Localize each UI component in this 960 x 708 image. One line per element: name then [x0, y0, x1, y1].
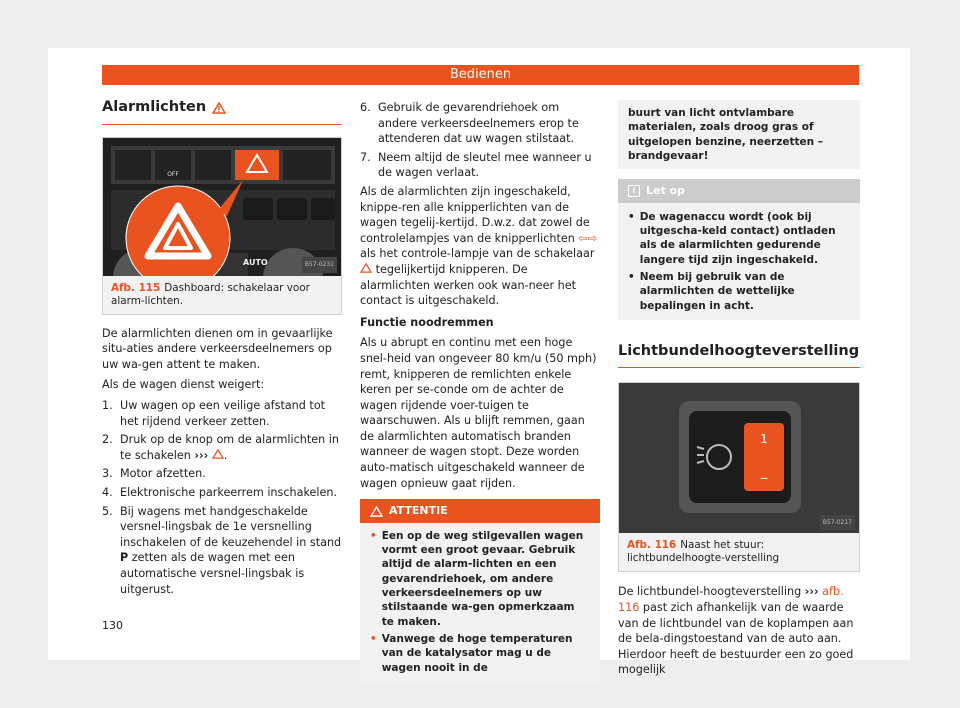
attention-title: ATTENTIE — [389, 504, 448, 518]
item-number: 6. — [360, 101, 371, 114]
list-intro: Als de wagen dienst weigert: — [102, 378, 265, 392]
bullet-dot: • — [370, 529, 377, 542]
para-b: als het controle-lampje van de schakelaar — [360, 247, 595, 261]
page-number: 130 — [102, 619, 123, 632]
noodremmen-paragraph: Als u abrupt en continu met een hoge snel-heid van ongeveer 80 km/u (50 mph) remt, knipperen de remlichten enkele keren per se-conde om de achter de wagen rijdende voer-tuigen te waarschuwen. Als u blijft remmen, gaan de alarmlichten automatisch branden wanneer de wagen stopt. Deze worden auto-matisch uitgeschakeld wanneer de wagen opnieuw gaat rijden. — [360, 336, 597, 490]
item-number: 5. — [102, 504, 113, 518]
list-item — [102, 466, 342, 482]
reference-arrow: ››› — [804, 585, 819, 599]
section-title-alarmlichten — [102, 100, 342, 125]
column-2 — [360, 100, 600, 681]
item-text-b: zetten als de wagen met een automatische versnel-lingsbak is uitgerust. — [120, 551, 305, 596]
steps-list-continued — [360, 100, 600, 181]
list-item — [102, 504, 342, 598]
item-text: Gebruik de gevarendriehoek om andere verkeersdeelnemers erop te attenderen dat uw wagen stilstaat. — [378, 101, 579, 146]
note-bullet — [628, 210, 850, 267]
dashboard-photo — [103, 138, 341, 276]
bullet-text: Vanwege de hoge temperaturen van de katalysator mag u de wagen nooit in de — [381, 632, 573, 674]
section-title-lichtbundel — [618, 344, 860, 369]
note-bullet — [628, 270, 850, 313]
bullet-text: Een op de weg stilgevallen wagen vormt een groot gevaar. Gebruik altijd de alarm-lichten en een gevarendriehoek, om andere verkeersdeelnemers op uw stilstaande wa-gen opmerkzaam te maken. — [381, 529, 584, 628]
section-title-text: Lichtbundelhoogteverstelling — [618, 342, 860, 359]
reference-arrow: ››› — [194, 448, 209, 462]
item-text: Druk op de knop om de alarmlichten in te schakelen ››› . — [120, 433, 339, 462]
item-text-main: Druk op de knop om de alarmlichten in te schakelen — [120, 433, 339, 462]
item-text: Elektronische parkeerrem inschakelen. — [120, 485, 338, 499]
item-text — [120, 504, 342, 598]
figure-link[interactable]: afb. 116 — [618, 585, 844, 615]
note-box — [618, 179, 860, 320]
figure-115 — [102, 137, 342, 315]
column-3 — [618, 100, 860, 683]
figure-caption-text: Dashboard: schakelaar voor alarm-lichten. — [111, 281, 310, 307]
list-item — [102, 432, 342, 463]
item-text-a: Bij wagens met handgeschakelde versnel-lingsbak de 1e versnelling inschakelen of de keuzehendel in stand — [120, 504, 342, 549]
note-header — [618, 179, 860, 203]
minus-label: – — [760, 468, 768, 488]
attention-box-continued — [618, 100, 860, 169]
item-text: Motor afzetten. — [120, 467, 206, 481]
info-icon: i — [628, 185, 640, 197]
note-body — [618, 203, 860, 320]
figure-116 — [618, 382, 860, 572]
item-text: Uw wagen op een veilige afstand tot het rijdend verkeer zetten. — [120, 398, 326, 428]
page-header: Bedienen — [102, 65, 859, 85]
column-1 — [102, 100, 342, 600]
attention-bullet — [370, 529, 590, 629]
item-number: 3. — [102, 467, 113, 481]
plus-label: 1 — [760, 432, 768, 447]
para-c: tegelijkertijd knipperen. De alarmlichten werken ook wan-neer het contact is uitgeschakeld. — [360, 262, 576, 308]
list-item — [360, 100, 600, 147]
section-title-text: Alarmlichten — [102, 99, 207, 115]
warning-triangle-icon — [360, 263, 372, 273]
list-item — [360, 150, 600, 181]
lichtbundel-paragraph — [618, 584, 860, 678]
warning-triangle-icon — [212, 449, 224, 459]
intro-paragraph: De alarmlichten dienen om in gevaarlijke situ-aties andere verkeersdeelnemers op uw wa-gen attent te maken. — [102, 326, 333, 371]
item-number: 2. — [102, 433, 113, 447]
item-text: Neem altijd de sleutel mee wanneer u de wagen verlaat. — [378, 150, 592, 180]
figure-caption-text: Naast het stuur: lichtbundelhoogte-verstelling — [627, 539, 780, 565]
para-b: past zich afhankelijk van de waarde van de lichtbundel van de koplampen aan de bela-dingstoestand van de auto aan. Hierdoor heeft de bestuurder een zo goed mogelijk — [618, 601, 854, 677]
para-a: De lichtbundel-hoogteverstelling — [618, 585, 802, 599]
attention-box — [360, 499, 600, 681]
figure-label: Afb. 116 — [627, 539, 677, 552]
item-number: 7. — [360, 150, 371, 164]
item-number: 1. — [102, 398, 113, 412]
bullet-text: Neem bij gebruik van de alarmlichten de wettelijke bepalingen in acht. — [639, 270, 795, 312]
warning-triangle-icon — [212, 102, 226, 114]
figure-label: Afb. 115 — [111, 281, 161, 294]
steps-list — [102, 398, 342, 597]
bullet-dot: • — [370, 632, 377, 645]
dashboard-illustration — [103, 138, 341, 276]
para-a: Als de alarmlichten zijn ingeschakeld, knippe-ren alle knipperlichten van de wagen tegelij-kertijd. D.w.z. dat zowel de controlelampjes van de knipperlichten — [360, 184, 590, 245]
attention-body — [360, 523, 600, 681]
figure-caption — [619, 533, 859, 571]
bullet-text: De wagenaccu wordt (ook bij uitgescha-keld contact) ontladen als de alarmlichten gedurende langere tijd zijn ingeschakeld. — [639, 210, 836, 266]
indicator-paragraph — [360, 184, 600, 309]
figure-caption — [103, 276, 341, 314]
note-title: Let op — [646, 184, 685, 198]
gear-position: P — [120, 551, 129, 565]
turn-signal-arrows-icon: ⇦⇨ — [578, 231, 598, 245]
auto-label: AUTO — [243, 257, 268, 267]
item-number: 4. — [102, 485, 113, 499]
warning-triangle-icon — [370, 506, 383, 517]
bullet-dot: • — [628, 210, 635, 223]
bullet-dot: • — [628, 270, 635, 283]
off-label-1: OFF — [167, 170, 179, 178]
attention-header — [360, 499, 600, 523]
attention-body-continued: buurt van licht ontvlambare materialen, zoals droog gras of uitgelopen benzine, neerzetten – brandgevaar! — [628, 107, 824, 162]
list-item — [102, 485, 342, 501]
list-item — [102, 398, 342, 429]
subheading-noodremmen: Functie noodremmen — [360, 315, 494, 329]
headlight-range-photo — [619, 383, 859, 533]
figure-code: B57-0217 — [820, 515, 855, 531]
figure-code: B57-0231 — [302, 257, 337, 273]
headlight-range-illustration — [619, 383, 859, 533]
attention-bullet — [370, 632, 590, 675]
